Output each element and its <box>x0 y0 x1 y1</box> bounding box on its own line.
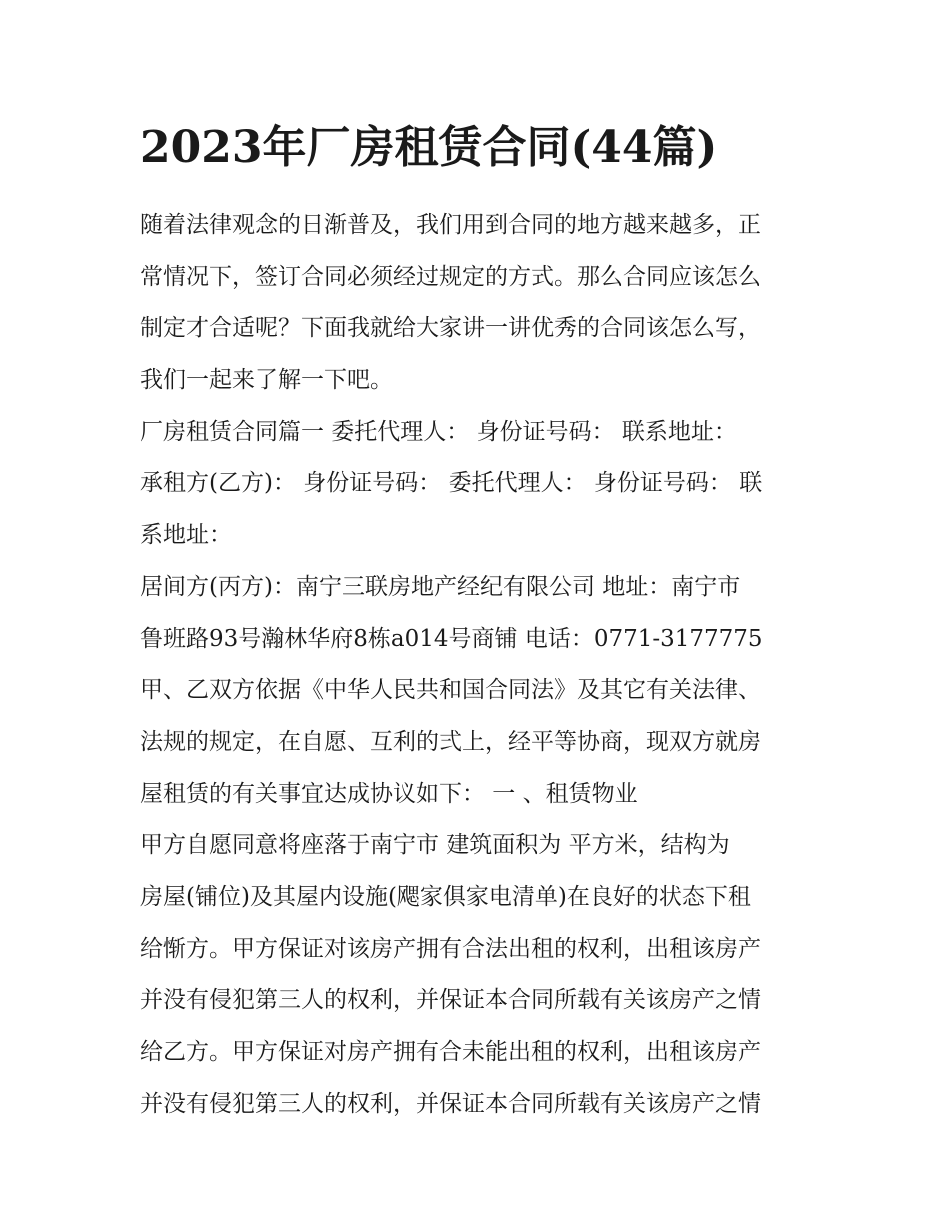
body-line: 法规的规定，在自愿、互利的弍上，经平等协商，现双方就房 <box>140 728 761 755</box>
document-title: 2023年厂房租赁合同(44篇) <box>140 122 718 173</box>
body-line: 甲方自愿同意将座落于南宁市 建筑面积为 平方米，结构为 <box>140 832 730 859</box>
body-line: 制定才合适呢？下面我就给大家讲一讲优秀的合同该怎么写， <box>140 315 761 342</box>
body-line: 系地址： <box>140 522 232 549</box>
body-line: 我们一起来了解一下吧。 <box>140 367 393 394</box>
body-line: 给乙方。甲方保证对房产拥有合未能出租的权利，出租该房产 <box>140 1039 761 1065</box>
body-line: 居间方(丙方)：南宁三联房地产经纪有限公司 地址：南宁市 <box>140 573 741 600</box>
body-line: 厂房租赁合同篇一 委托代理人： 身份证号码： 联系地址： <box>140 418 737 445</box>
document-body <box>140 200 830 1130</box>
body-line: 房屋(铺位)及其屋内设施(飔家俱家电清单)在良好的状态下租 <box>140 883 751 910</box>
body-line: 常情况下，签订合同必须经过规定的方式。那么合同应该怎么 <box>140 263 761 290</box>
body-line: 给惭方。甲方保证对该房产拥有合法出租的权利，出租该房产 <box>140 935 761 962</box>
body-line: 屋租赁的有关事宜达成协议如下： 一 、租赁物业 <box>140 780 638 807</box>
body-line: 承租方(乙方)： 身份证号码： 委托代理人： 身份证号码： 联 <box>140 470 763 497</box>
body-line: 甲、乙双方依据《中华人民共和国合同法》及其它有关法律、 <box>140 677 761 704</box>
body-line: 并没有侵犯第三人的权利，并保证本合同所载有关该房产之情 <box>140 987 761 1014</box>
body-line: 并没有侵犯第三人的权利，并保证本合同所载有关该房产之情 <box>140 1090 761 1117</box>
body-line: 鲁班路93号瀚林华府8栋a014号商铺 电话：0771-3177775 <box>140 625 763 652</box>
body-line: 随着法律观念的日渐普及，我们用到合同的地方越来越多，正 <box>140 212 761 238</box>
